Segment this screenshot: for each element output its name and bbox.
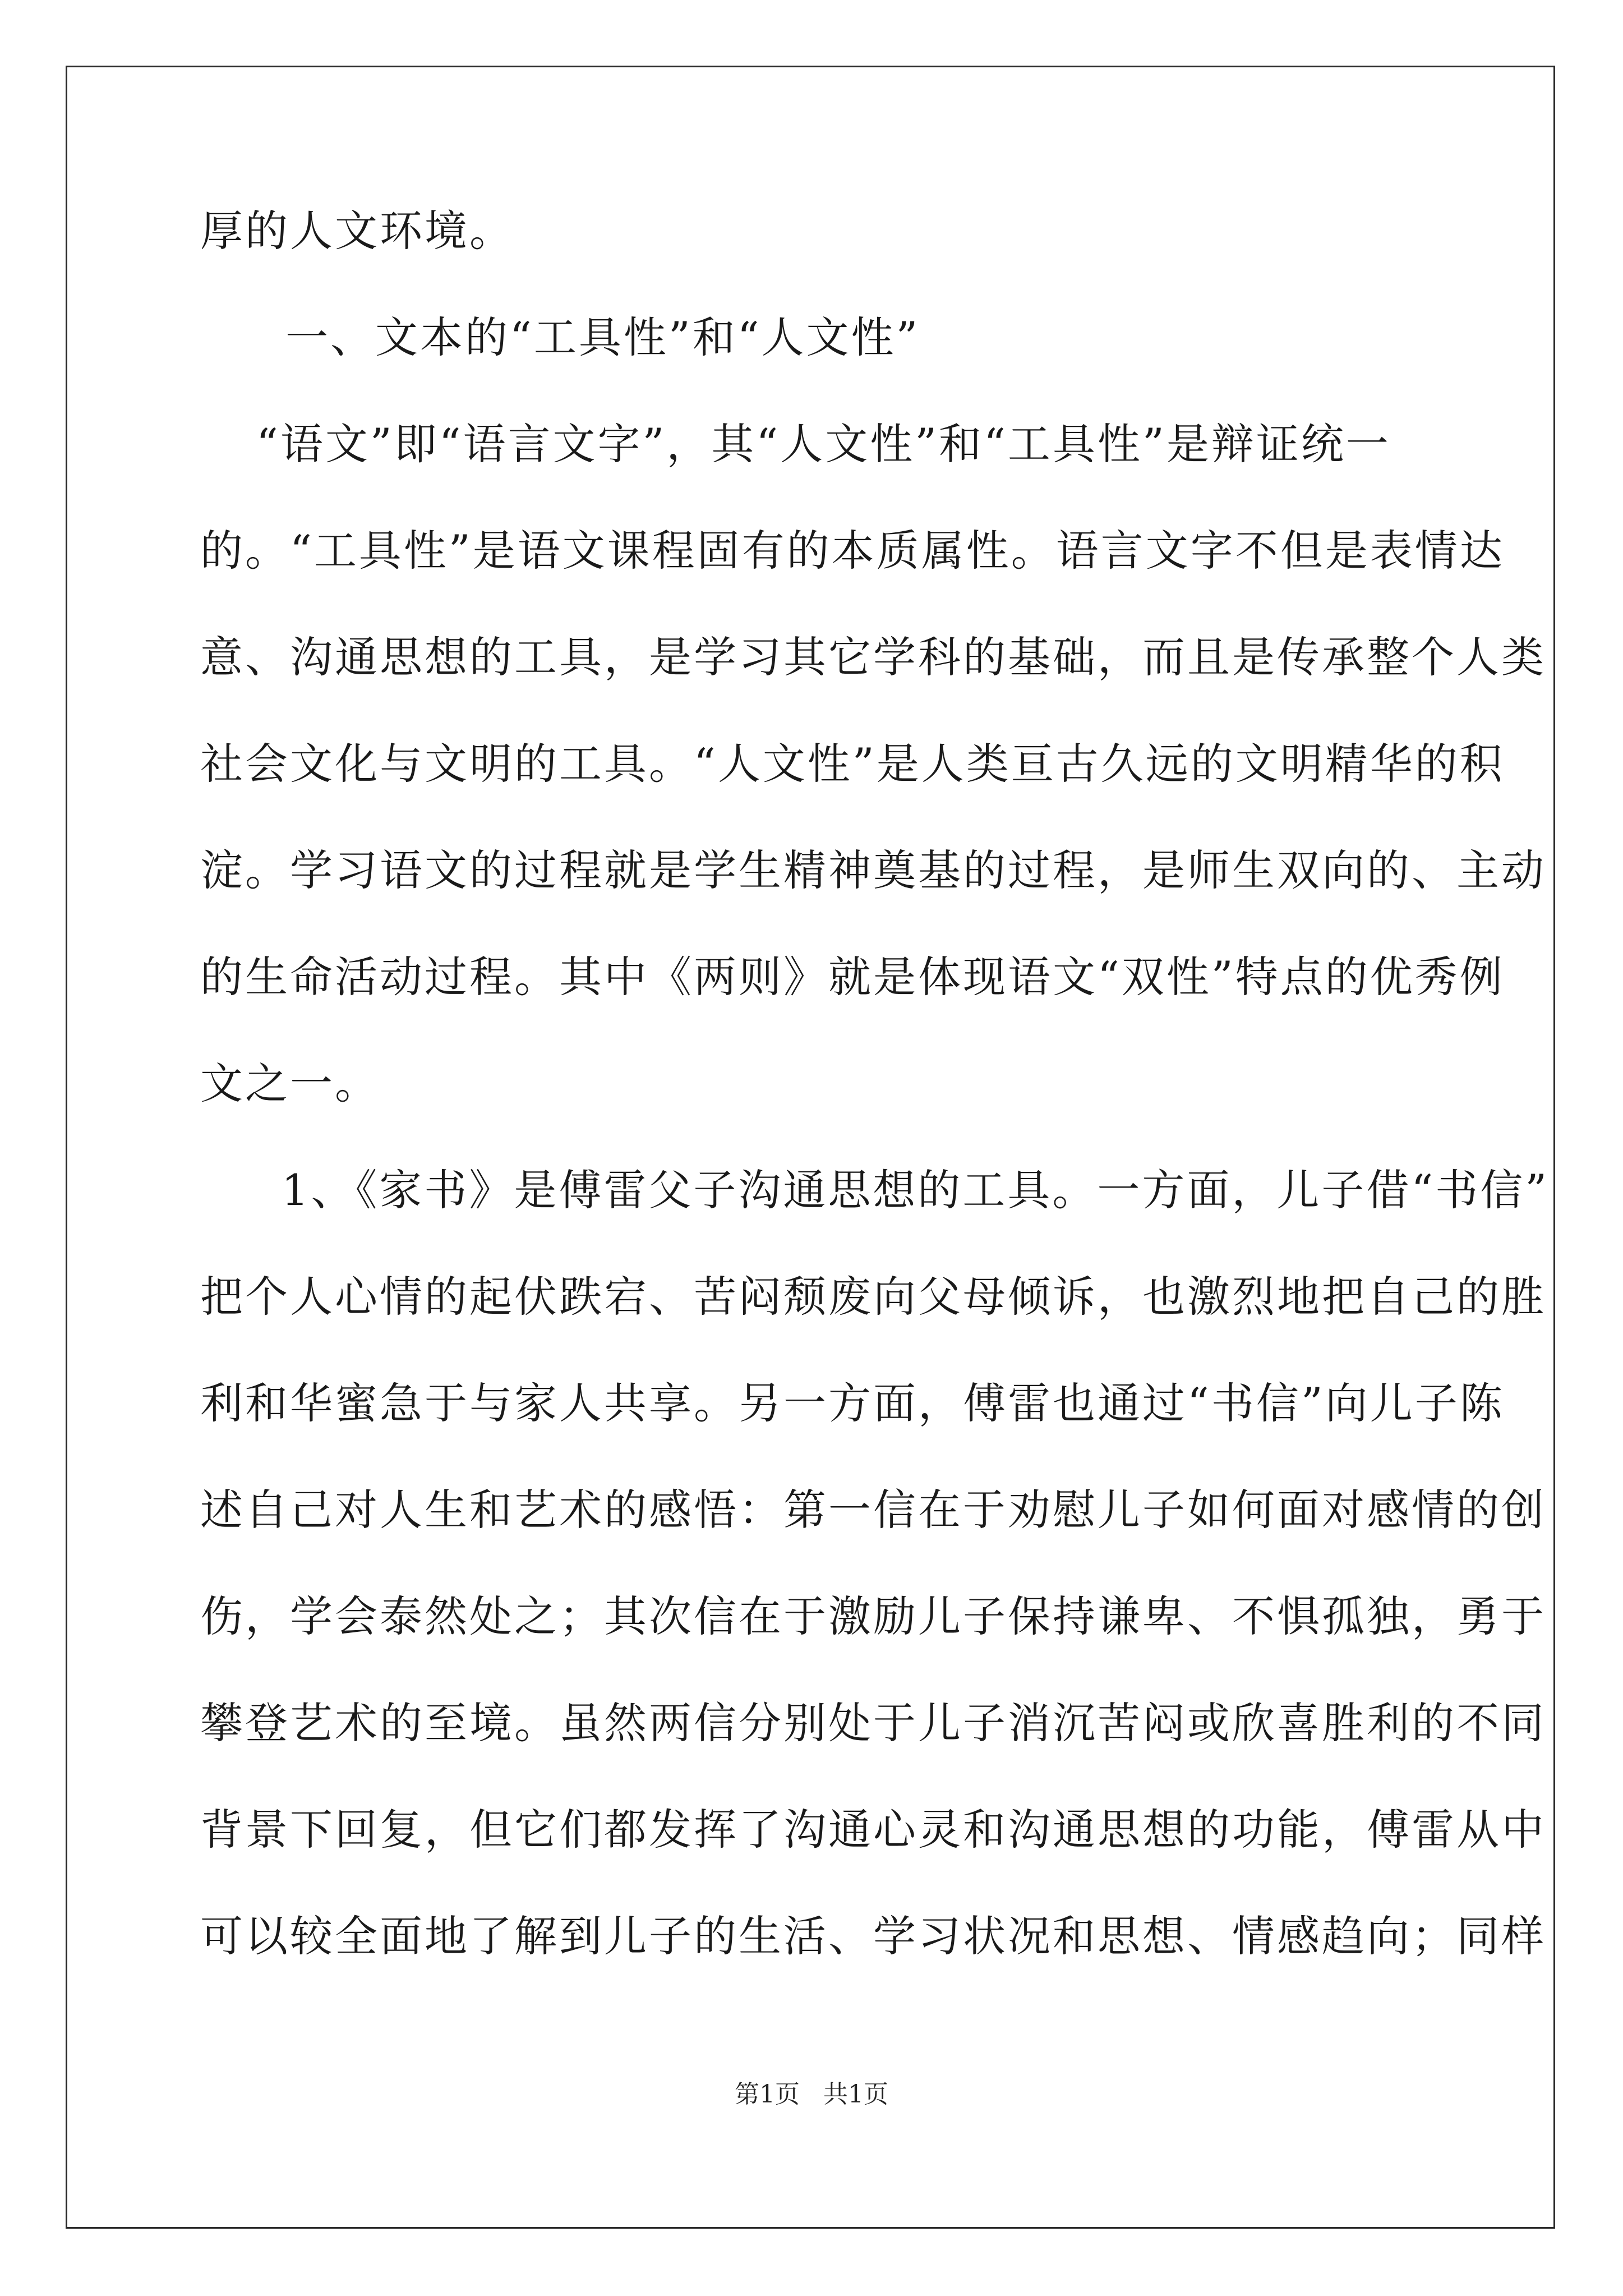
text-line-1: 厚的人文环境。 bbox=[200, 206, 514, 256]
section-heading: 一、文本的“工具性”和“人文性” bbox=[285, 312, 920, 362]
text-line-3: “语文”即“语言文字”，其“人文性”和“工具性”是辩证统一 bbox=[256, 419, 1391, 469]
page-border bbox=[66, 66, 1555, 2229]
text-line-6: 社会文化与文明的工具。“人文性”是人类亘古久远的文明精华的积 bbox=[200, 739, 1505, 789]
text-line-13: 述自己对人生和艺术的感悟：第一信在于劝慰儿子如何面对感情的创 bbox=[200, 1485, 1546, 1535]
text-line-12: 利和华蜜急于与家人共享。另一方面，傅雷也通过“书信”向儿子陈 bbox=[200, 1378, 1505, 1428]
text-line-5: 意、沟通思想的工具，是学习其它学科的基础，而且是传承整个人类 bbox=[200, 632, 1546, 682]
text-line-7: 淀。学习语文的过程就是学生精神奠基的过程，是师生双向的、主动 bbox=[200, 845, 1546, 895]
text-line-9: 文之一。 bbox=[200, 1059, 380, 1108]
text-line-11: 把个人心情的起伏跌宕、苦闷颓废向父母倾诉，也激烈地把自己的胜 bbox=[200, 1272, 1546, 1322]
text-line-8: 的生命活动过程。其中《两则》就是体现语文“双性”特点的优秀例 bbox=[200, 952, 1505, 1002]
text-line-4: 的。“工具性”是语文课程固有的本质属性。语言文字不但是表情达 bbox=[200, 526, 1505, 576]
page-number-footer: 第1页 共1页 bbox=[735, 2080, 888, 2109]
text-line-17: 可以较全面地了解到儿子的生活、学习状况和思想、情感趋向；同样 bbox=[200, 1911, 1546, 1961]
text-line-14: 伤，学会泰然处之；其次信在于激励儿子保持谦卑、不惧孤独，勇于 bbox=[200, 1591, 1546, 1641]
text-line-10: 1、《家书》是傅雷父子沟通思想的工具。一方面，儿子借“书信” bbox=[282, 1165, 1550, 1215]
text-line-15: 攀登艺术的至境。虽然两信分别处于儿子消沉苦闷或欣喜胜利的不同 bbox=[200, 1698, 1546, 1748]
text-line-16: 背景下回复，但它们都发挥了沟通心灵和沟通思想的功能，傅雷从中 bbox=[200, 1805, 1546, 1855]
